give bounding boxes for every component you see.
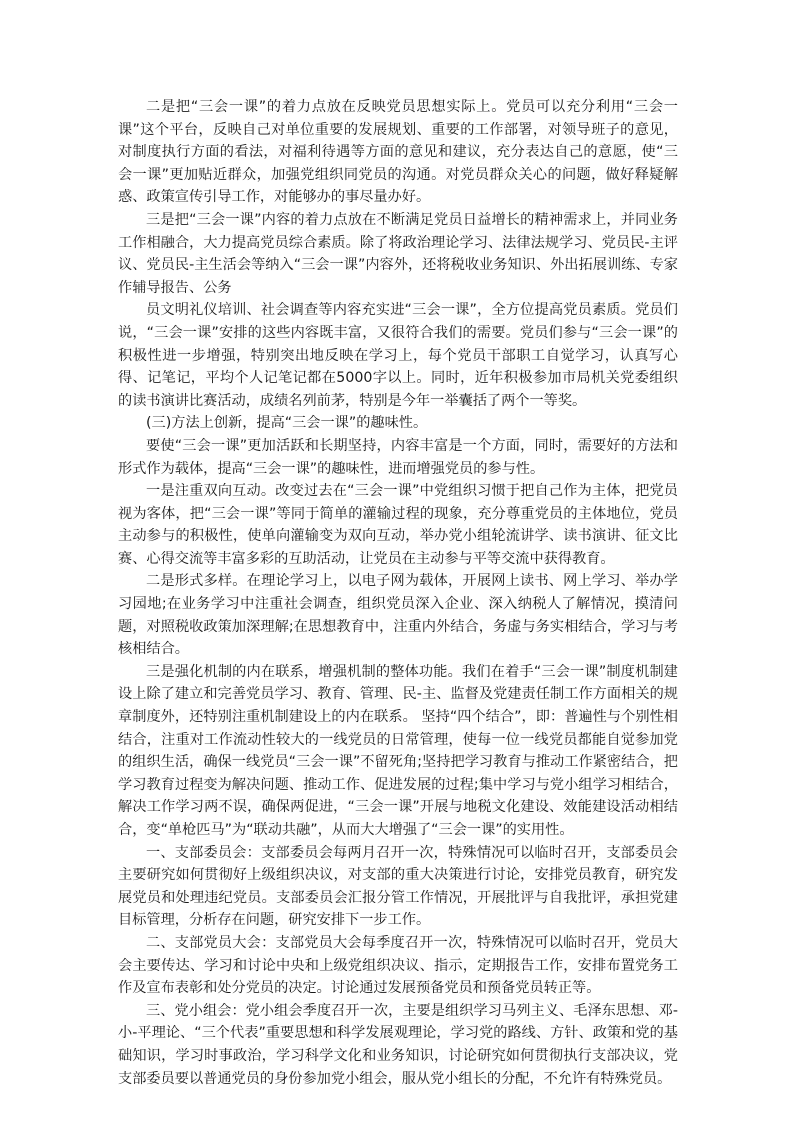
paragraph-branch-committee: 一、支部委员会：支部委员会每两月召开一次，特殊情况可以临时召开，支部委员会主要研究如何贯彻好上级组织决议，对支部的重大决策进行讨论，安排党员教育，研究发展党员和处理违纪党员。支部委员会汇报分管工作情况，开展批评与自我批评，承担党建目标管理，分析存在问题，研究安排下一步工作。 xyxy=(118,844,678,929)
paragraph-interaction: 一是注重双向互动。改变过去在“三会一课”中党组织习惯于把自己作为主体，把党员视为客体，把“三会一课”等同于简单的灌输过程的现象，充分尊重党员的主体地位，党员主动参与的积极性，使单向灌输变为双向互动，举办党小组轮流讲学、读书演讲、征文比赛、心得交流等丰富多彩的互助活动，让党员在主动参与平等交流中获得教育。 xyxy=(118,483,678,567)
section-heading-method: (三)方法上创新，提高“三会一课”的趣味性。 xyxy=(146,415,428,432)
paragraph-feedback: 二是把“三会一课”的着力点放在反映党员思想实际上。党员可以充分利用“三会一课”这个平台，反映自己对单位重要的发展规划、重要的工作部署，对领导班子的意见，对制度执行方面的看法，对福利待遇等方面的意见和建议，充分表达自己的意愿，使“三会一课”更加贴近群众，加强党组织同党员的沟通。对党员群众关心的问题，做好释疑解惑、政策宣传引导工作，对能够办的事尽量办好。 xyxy=(118,99,678,206)
paragraph-branch-assembly: 二、支部党员大会：支部党员大会每季度召开一次，特殊情况可以临时召开，党员大会主要传达、学习和讨论中央和上级党组织决议、指示，定期报告工作，安排布置党务工作及宣布表彰和处分党员的决定。讨论通过发展预备党员和预备党员转正等。 xyxy=(118,934,678,997)
paragraph-content-needs: 三是把“三会一课”内容的着力点放在不断满足党员日益增长的精神需求上，并同业务工作相融合，大力提高党员综合素质。除了将政治理论学习、法律法规学习、党员民-主评议、党员民-主生活会等纳入“三会一课”内容外，还将税收业务知识、外出拓展训练、专家作辅导报告、公务 xyxy=(118,211,678,296)
paragraph-diverse-forms: 二是形式多样。在理论学习上，以电子网为载体，开展网上读书、网上学习、举办学习园地;在业务学习中注重社会调查，组织党员深入企业、深入纳税人了解情况，摸清问题，对照税收政策加深理解;在思想教育中，注重内外结合，务虚与务实相结合，学习与考核相结合。 xyxy=(118,573,678,658)
document-body xyxy=(118,96,678,1090)
paragraph-content-continued: 员文明礼仪培训、社会调查等内容充实进“三会一课”，全方位提高党员素质。党员们说，“三会一课”安排的这些内容既丰富，又很符合我们的需要。党员们参与“三会一课”的积极性进一步增强，特别突出地反映在学习上，每个党员干部职工自觉学习，认真写心得、记笔记，平均个人记笔记都在5000字以上。同时，近年积极参加市局机关党委组织的读书演讲比赛活动，成绩名列前茅，特别是今年一举囊括了两个一等奖。 xyxy=(118,302,678,409)
paragraph-mechanism: 三是强化机制的内在联系，增强机制的整体功能。我们在着手“三会一课”制度机制建设上除了建立和完善党员学习、教育、管理、民-主、监督及党建责任制工作方面相关的规章制度外，还特别注重机制建设上的内在联系。 坚持“四个结合”，即：普遍性与个别性相结合，注重对工作流动性较大的一线党员的日常管理，使每一位一线党员都能自觉参加党的组织生活，确保一线党员“三会一课”不留死角;坚持把学习教育与推动工作紧密结合，把学习教育过程变为解决问题、推动工作、促进发展的过程;集中学习与党小组学习相结合，解决工作学习两不误，确保两促进，“三会一课”开展与地税文化建设、效能建设活动相结合，变“单枪匹马”为“联动共融”，从而大大增强了“三会一课”的实用性。 xyxy=(118,663,678,838)
paragraph-method-intro: 要使“三会一课”更加活跃和长期坚持，内容丰富是一个方面，同时，需要好的方法和形式作为载体，提高“三会一课”的趣味性，进而增强党员的参与性。 xyxy=(118,437,678,477)
paragraph-party-group: 三、党小组会：党小组会季度召开一次，主要是组织学习马列主义、毛泽东思想、邓-小-平理论、“三个代表”重要思想和科学发展观理论，学习党的路线、方针、政策和党的基础知识，学习时事政治，学习科学文化和业务知识，讨论研究如何贯彻执行支部决议，党支部委员要以普通党员的身份参加党小组会，服从党小组长的分配，不允许有特殊党员。 xyxy=(118,1002,678,1087)
